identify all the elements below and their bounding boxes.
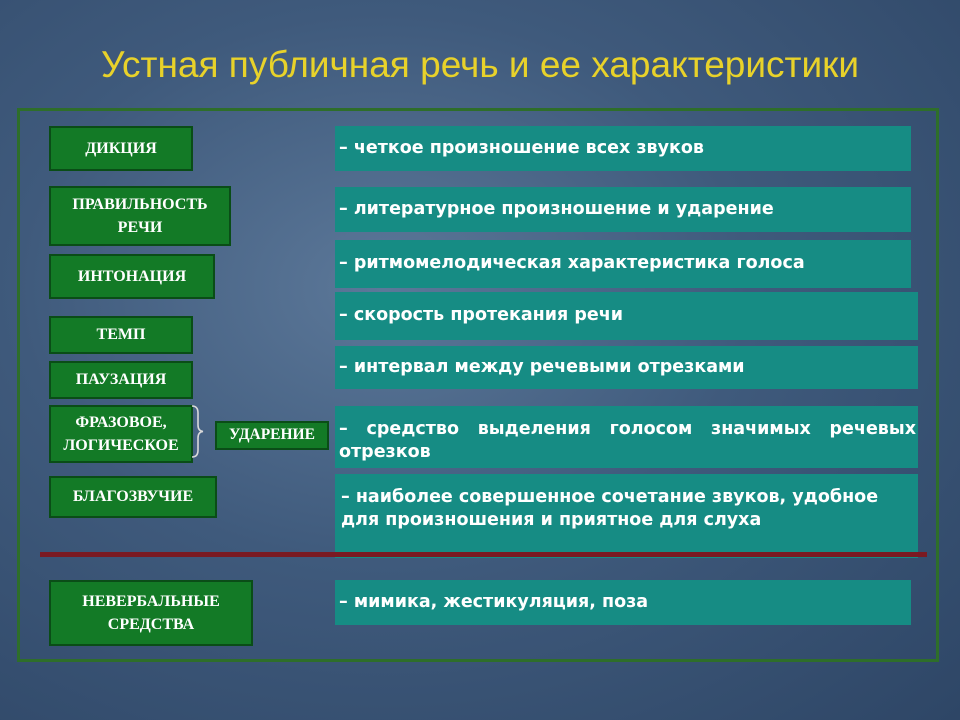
category-phrasal-logical: ФРАЗОВОЕ, ЛОГИЧЕСКОЕ xyxy=(49,405,193,463)
stress-label: УДАРЕНИЕ xyxy=(215,421,329,450)
description-diction: – четкое произношение всех звуков xyxy=(335,126,911,171)
description-nonverbal: – мимика, жестикуляция, поза xyxy=(335,580,911,625)
category-euphony: БЛАГОЗВУЧИЕ xyxy=(49,476,217,518)
brace-icon xyxy=(190,405,204,458)
description-pausing: – интервал между речевыми отрезками xyxy=(335,346,918,389)
category-intonation: ИНТОНАЦИЯ xyxy=(49,254,215,299)
category-correctness: ПРАВИЛЬНОСТЬ РЕЧИ xyxy=(49,186,231,246)
slide-title: Устная публичная речь и ее характеристики xyxy=(100,44,860,85)
description-correctness: – литературное произношение и ударение xyxy=(335,187,911,232)
description-tempo: – скорость протекания речи xyxy=(335,292,918,340)
category-diction: ДИКЦИЯ xyxy=(49,126,193,171)
description-euphony: – наиболее совершенное сочетание звуков, удобное для произношения и приятное для слуха xyxy=(335,474,918,558)
category-pausing: ПАУЗАЦИЯ xyxy=(49,361,193,399)
category-tempo: ТЕМП xyxy=(49,316,193,354)
separator-line xyxy=(40,552,927,557)
description-intonation: – ритмомелодическая характеристика голоса xyxy=(335,240,911,288)
category-nonverbal: НЕВЕРБАЛЬНЫЕ СРЕДСТВА xyxy=(49,580,253,646)
description-stress: – средство выделения голосом значимых речевых отрезков xyxy=(335,406,918,468)
